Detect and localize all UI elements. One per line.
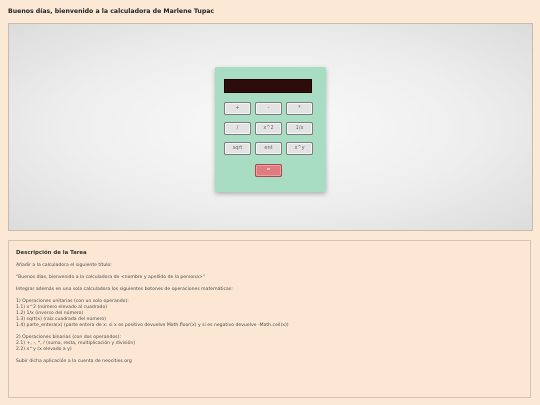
task-quote: "Buenos días, bienvenido a la calculadora de <nombre y apellido de la persona>" (16, 275, 205, 280)
sqrt-button[interactable]: sqrt (224, 142, 251, 155)
list-item: 1.1) x^2 (número elevado al cuadrado) (16, 305, 108, 310)
list-item: 2.1) +, -, *, / (suma, resta, multiplicación y división) (16, 341, 136, 346)
add-button[interactable]: + (224, 102, 251, 115)
list-item: 1.2) 1/x (inverso del número) (16, 311, 84, 316)
calculator-stage (8, 23, 533, 231)
unary-title: 1) Operaciones unitarias (con un solo operando): (16, 299, 129, 304)
task-description-card (8, 240, 531, 398)
square-button[interactable]: x^2 (255, 122, 282, 135)
task-intro: Añadir a la calculadora el siguiente título: (16, 263, 112, 268)
multiply-button[interactable]: * (286, 102, 313, 115)
page-title: Buenos días, bienvenido a la calculadora de Marlene Tupac (8, 8, 215, 15)
divide-button[interactable]: / (224, 122, 251, 135)
calculator (215, 67, 326, 192)
subtract-button[interactable]: - (255, 102, 282, 115)
unary-operations (16, 299, 523, 329)
binary-operations (16, 335, 523, 353)
integer-part-button[interactable]: ent (255, 142, 282, 155)
task-footer: Subir dicha aplicación a la cuenta de neocities.org (16, 359, 132, 364)
task-integrate: Integrar además en una sola calculadora los siguientes botones de operaciones matemáticas: (16, 287, 233, 292)
list-item: 1.4) parte_entera(x) (parte entera de x: si x es positivo devuelve Math.floor(x) y si es negativo devuelve -Math.ceil(x)) (16, 323, 289, 328)
list-item: 1.3) sqrt(x) (raíz cuadrada del número) (16, 317, 107, 322)
task-heading: Descripción de la Tarea (16, 250, 87, 256)
power-button[interactable]: x^y (286, 142, 313, 155)
list-item: 2.2) x^y (x elevado a y) (16, 347, 72, 352)
calculator-display (224, 79, 312, 93)
binary-title: 2) Operaciones binarias (con dos operandos): (16, 335, 121, 340)
equals-button[interactable]: = (255, 164, 282, 177)
inverse-button[interactable]: 1/x (286, 122, 313, 135)
